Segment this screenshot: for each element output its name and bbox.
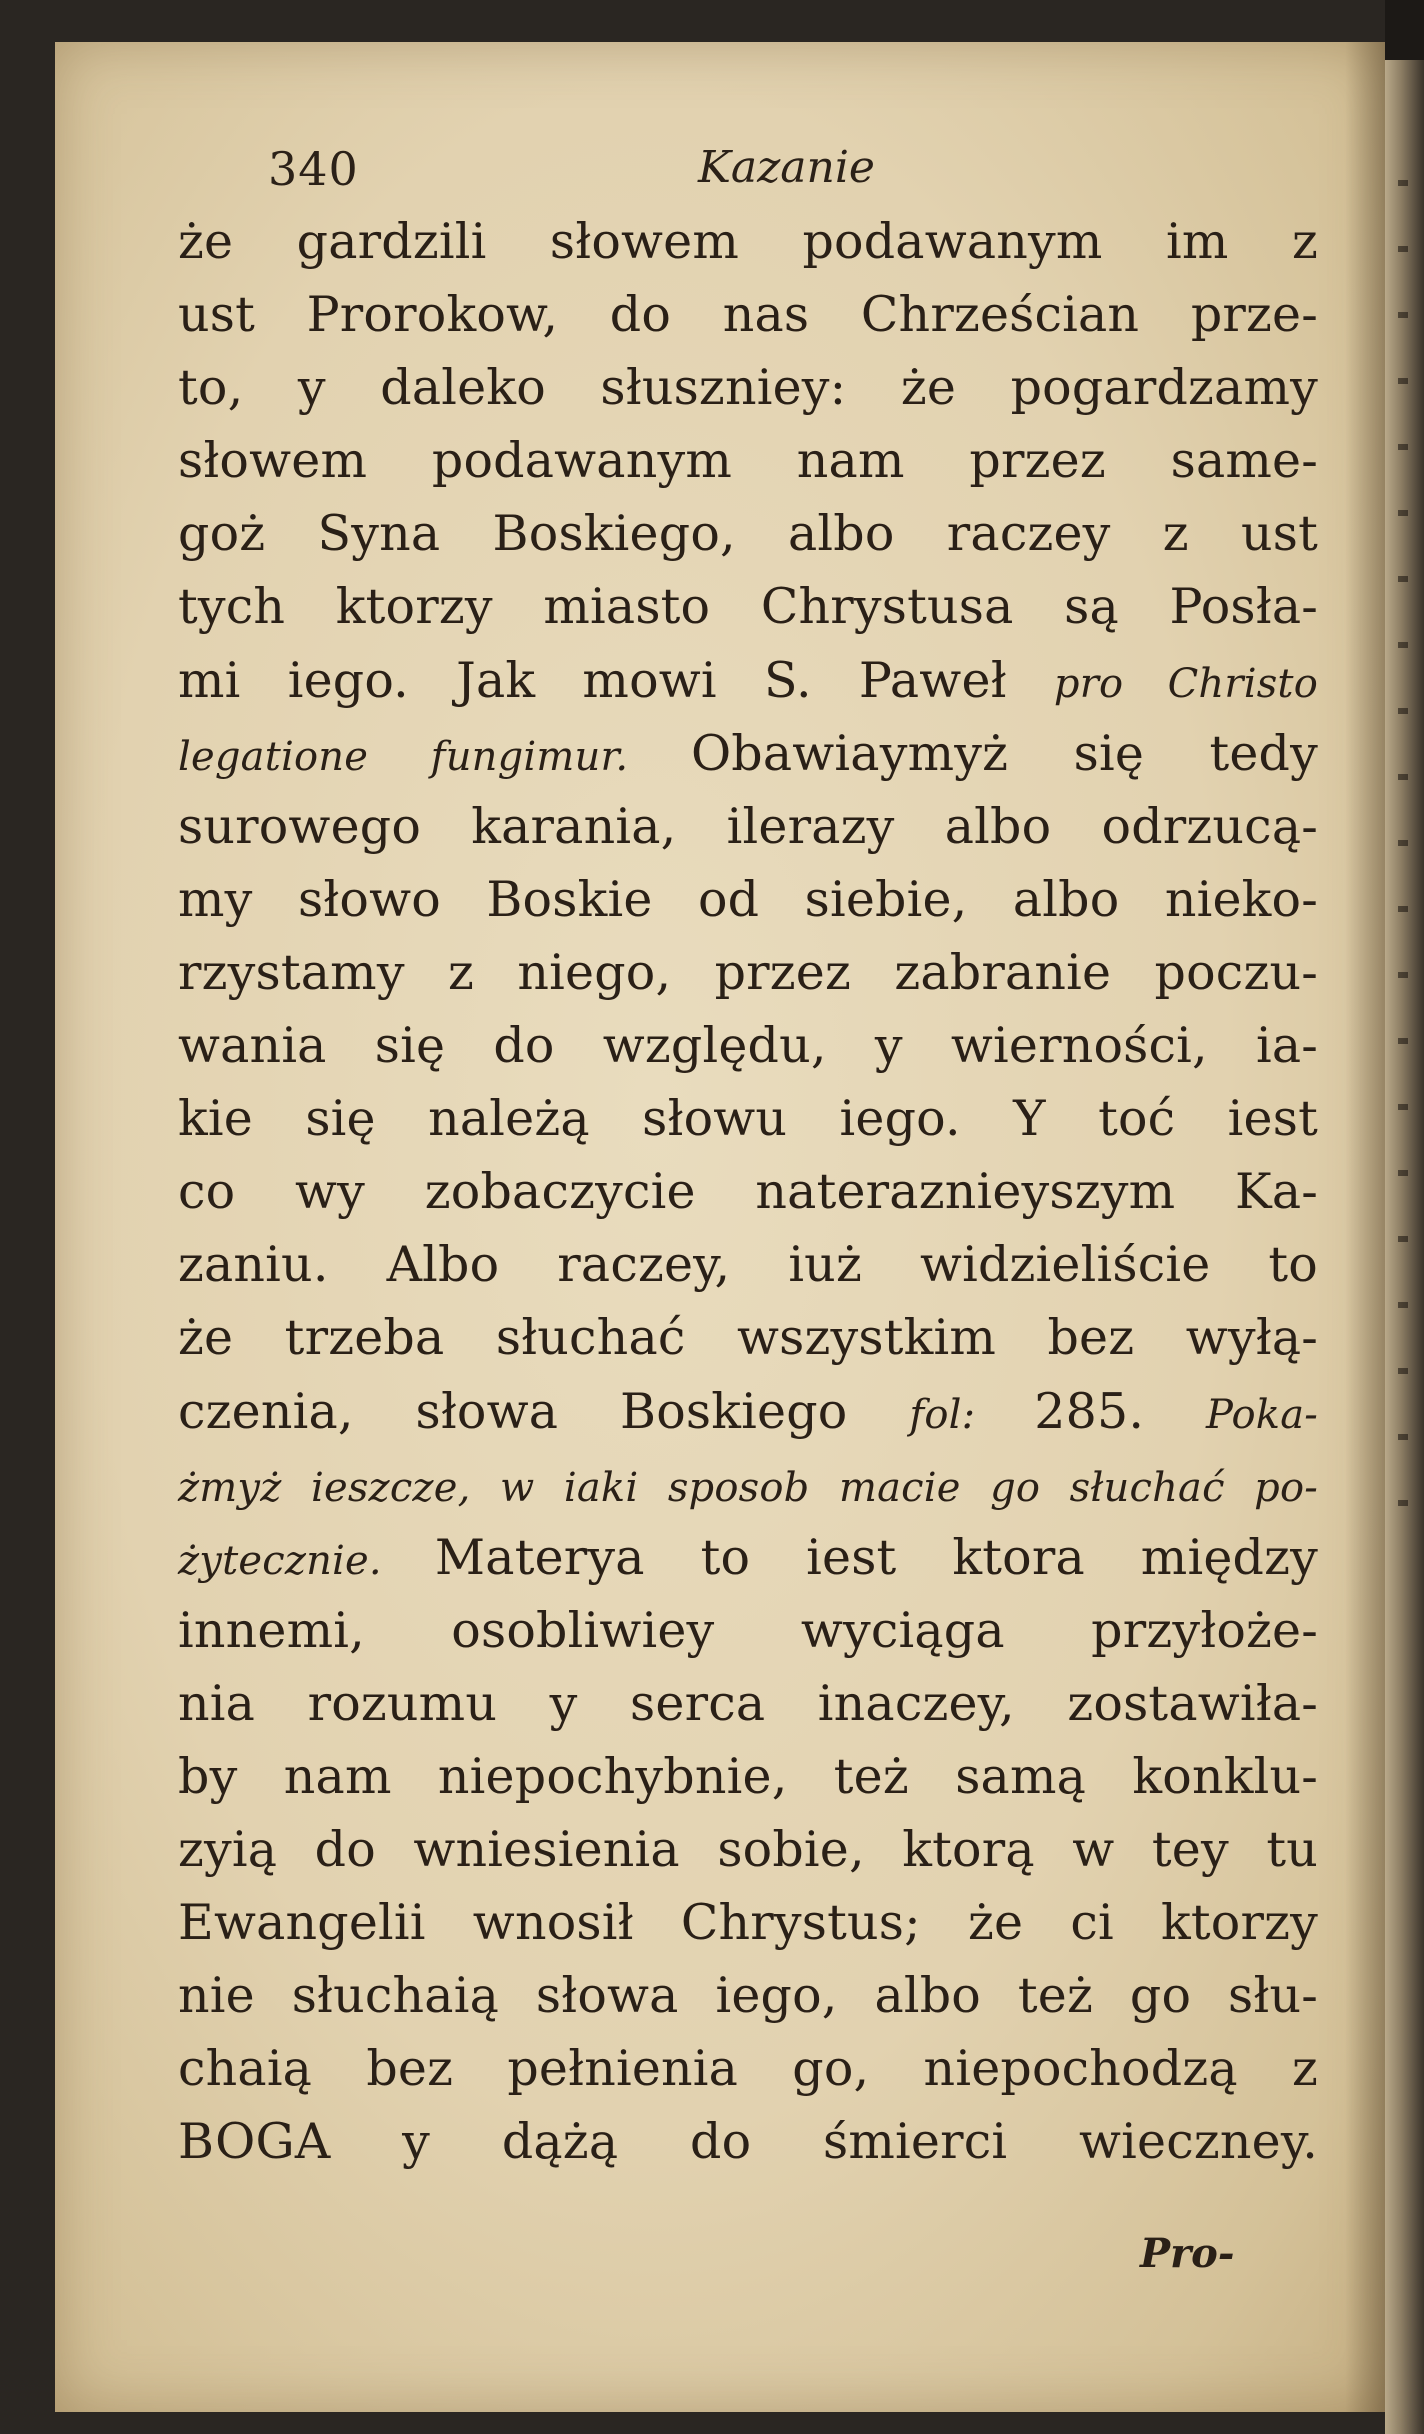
text-segment: słowem podawanym nam przez same- xyxy=(178,432,1318,490)
text-line xyxy=(178,1594,1318,1667)
text-line xyxy=(178,717,1318,790)
italic-text-segment: pro Christo xyxy=(1053,660,1318,707)
text-segment: tych ktorzy miasto Chrystusa są Posła- xyxy=(178,578,1318,636)
text-line xyxy=(178,497,1318,570)
text-line xyxy=(178,1301,1318,1374)
text-line xyxy=(178,790,1318,863)
text-line xyxy=(178,1813,1318,1886)
text-line xyxy=(178,1740,1318,1813)
text-segment: kie się należą słowu iego. Y toć iest xyxy=(178,1090,1318,1148)
text-segment: nia rozumu y serca inaczey, zostawiła- xyxy=(178,1674,1318,1732)
text-segment: surowego karania, ilerazy albo odrzucą- xyxy=(178,797,1318,855)
text-segment: że gardzili słowem podawanym im z xyxy=(178,213,1318,270)
scan-background-corner xyxy=(1385,0,1424,60)
text-segment: Materya to iest ktora między xyxy=(434,1528,1318,1586)
text-line xyxy=(178,1375,1318,1448)
italic-text-segment: Poka- xyxy=(1206,1391,1318,1438)
text-segment: że trzeba słuchać wszystkim bez wyłą- xyxy=(178,1309,1318,1367)
text-segment: my słowo Boskie od siebie, albo nieko- xyxy=(178,870,1318,928)
text-segment: to, y daleko słuszniey: że pogardzamy xyxy=(178,359,1318,417)
bleed-through-marks xyxy=(1398,120,1408,1520)
text-segment: rzystamy z niego, przez zabranie poczu- xyxy=(178,943,1318,1001)
text-line xyxy=(178,278,1318,351)
catchword: Pro- xyxy=(1140,2230,1235,2277)
text-line xyxy=(178,1009,1318,1082)
text-segment: ust Prorokow, do nas Chrześcian prze- xyxy=(178,286,1318,344)
text-line xyxy=(178,1886,1318,1959)
italic-text-segment: żytecznie. xyxy=(178,1537,435,1584)
text-segment: nie słuchaią słowa iego, albo też go słu- xyxy=(178,1967,1318,2025)
running-title: Kazanie xyxy=(698,142,875,193)
text-segment: goż Syna Boskiego, albo raczey z ust xyxy=(178,505,1318,563)
italic-text-segment: żmyż ieszcze, w iaki sposob macie go słuchać po- xyxy=(178,1464,1318,1511)
text-segment: mi iego. Jak mowi S. Paweł xyxy=(178,651,1054,709)
page-number: 340 xyxy=(268,142,359,196)
body-text xyxy=(178,205,1318,2179)
text-line xyxy=(178,351,1318,424)
text-line xyxy=(178,1228,1318,1301)
text-line xyxy=(178,570,1318,643)
text-segment: czenia, słowa Boskiego xyxy=(178,1382,910,1440)
text-segment: BOGA y dążą do śmierci wieczney. xyxy=(178,2113,1318,2171)
italic-text-segment: legatione fungimur. xyxy=(178,733,691,780)
text-line xyxy=(178,1521,1318,1594)
text-segment: co wy zobaczycie nateraznieyszym Ka- xyxy=(178,1163,1318,1221)
text-segment: Obawiaymyż się tedy xyxy=(690,724,1319,782)
text-line xyxy=(178,424,1318,497)
italic-text-segment: fol: xyxy=(909,1391,1035,1438)
text-line xyxy=(178,1448,1318,1521)
text-line xyxy=(178,936,1318,1009)
text-line xyxy=(178,2105,1318,2178)
text-segment: by nam niepochybnie, też samą konklu- xyxy=(178,1747,1318,1805)
text-line xyxy=(178,863,1318,936)
text-segment: chaią bez pełnienia go, niepochodzą z xyxy=(178,2040,1318,2098)
text-line xyxy=(178,1959,1318,2032)
text-segment: wania się do względu, y wierności, ia- xyxy=(178,1017,1318,1075)
text-segment: zaniu. Albo raczey, iuż widzieliście to xyxy=(178,1236,1318,1294)
text-line xyxy=(178,205,1318,278)
text-line xyxy=(178,1155,1318,1228)
text-line xyxy=(178,1667,1318,1740)
text-segment: Ewangelii wnosił Chrystus; że ci ktorzy xyxy=(178,1894,1318,1952)
text-segment: 285. xyxy=(1034,1382,1207,1440)
page-header xyxy=(268,142,1168,202)
text-segment: innemi, osobliwiey wyciąga przyłoże- xyxy=(178,1601,1318,1659)
text-line xyxy=(178,644,1318,717)
text-line xyxy=(178,1082,1318,1155)
text-line xyxy=(178,2032,1318,2105)
text-segment: zyią do wniesienia sobie, ktorą w tey tu xyxy=(178,1821,1318,1879)
page-gutter-shadow xyxy=(1345,42,1385,2412)
